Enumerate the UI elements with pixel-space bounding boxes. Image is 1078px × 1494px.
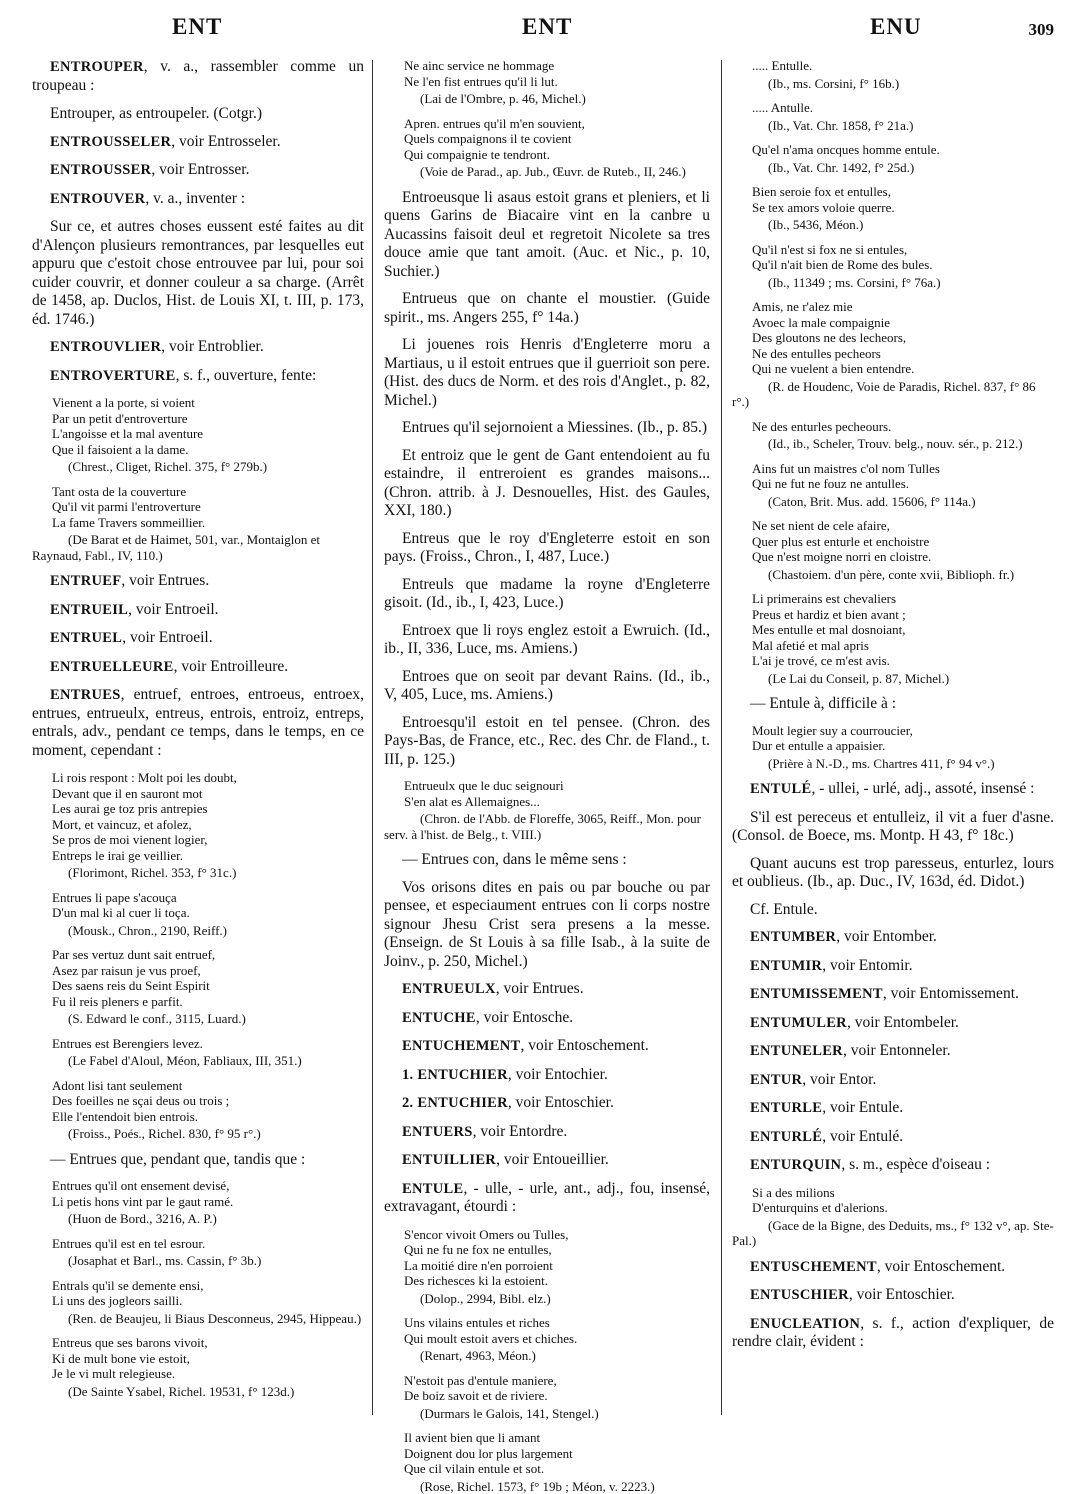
column-1 bbox=[32, 58, 364, 1433]
verse-line: Ne des enturles pecheours. bbox=[752, 419, 1054, 435]
entry-definition: , voir Entrosseler. bbox=[171, 133, 280, 150]
verse-line: Qu'el n'ama oncques homme entule. bbox=[752, 142, 1054, 158]
verse-line: Par un petit d'entroverture bbox=[52, 411, 364, 427]
entry-definition: , voir Entordre. bbox=[473, 1123, 568, 1140]
verse-line: D'un mal ki al cuer li toça. bbox=[52, 905, 364, 921]
prose-citation: Entroex que li roys englez estoit a Ewruich. (Id., ib., II, 336, Luce, ms. Amiens.) bbox=[384, 622, 710, 659]
verse-quotation bbox=[404, 1430, 710, 1477]
source-reference: (Dolop., 2994, Bibl. elz.) bbox=[384, 1291, 710, 1307]
prose-citation: Entreuls que madame la royne d'Engleterre gisoit. (Id., ib., I, 423, Luce.) bbox=[384, 576, 710, 613]
entry-definition: , voir Entombeler. bbox=[847, 1014, 959, 1031]
source-reference: (Ib., ms. Corsini, f° 16b.) bbox=[732, 76, 1054, 92]
entry-headword: ENTURLÉ bbox=[750, 1129, 822, 1145]
entry-headword: ENTRUES bbox=[50, 687, 121, 703]
verse-line: Que il faisoient a la dame. bbox=[52, 442, 364, 458]
verse-quotation bbox=[52, 1278, 364, 1309]
entry-definition: , voir Entoschement. bbox=[521, 1037, 649, 1054]
dictionary-entry bbox=[732, 957, 1054, 976]
prose-citation: — Entrues con, dans le même sens : bbox=[384, 851, 710, 870]
dictionary-entry bbox=[732, 985, 1054, 1004]
entry-definition: , voir Entroeil. bbox=[122, 629, 212, 646]
entry-definition: , v. a., inventer : bbox=[145, 190, 245, 207]
source-reference: (De Sainte Ysabel, Richel. 19531, f° 123d.) bbox=[32, 1384, 364, 1400]
entry-headword: ENTUSCHEMENT bbox=[750, 1259, 877, 1275]
verse-line: Dur et entulle a appaisier. bbox=[752, 738, 1054, 754]
entry-headword: ENTROUSSER bbox=[50, 162, 151, 178]
verse-quotation bbox=[752, 299, 1054, 377]
verse-line: Adont lisi tant seulement bbox=[52, 1078, 364, 1094]
entry-headword: ENTROUVLIER bbox=[50, 339, 161, 355]
source-reference: (Renart, 4963, Méon.) bbox=[384, 1348, 710, 1364]
verse-line: Ne des entulles pecheors bbox=[752, 346, 1054, 362]
entry-definition: , voir Entule. bbox=[822, 1099, 903, 1116]
verse-quotation bbox=[52, 1178, 364, 1209]
verse-line: Qu'il vit parmi l'entroverture bbox=[52, 499, 364, 515]
prose-citation: Entrueus que on chante el moustier. (Guide spirit., ms. Angers 255, f° 14a.) bbox=[384, 290, 710, 327]
verse-line: Amis, ne r'alez mie bbox=[752, 299, 1054, 315]
verse-line: Qui compaignie te tendront. bbox=[404, 147, 710, 163]
entry-headword: ENTUMISSEMENT bbox=[750, 986, 883, 1002]
prose-citation: — Entule à, difficile à : bbox=[732, 695, 1054, 714]
verse-line: Quer plus est enturle et enchoistre bbox=[752, 534, 1054, 550]
verse-line: Quels compaignons il te covient bbox=[404, 131, 710, 147]
verse-line: La fame Travers sommeillier. bbox=[52, 515, 364, 531]
entry-definition: , voir Entonneler. bbox=[843, 1042, 951, 1059]
entry-headword: ENTUCHE bbox=[402, 1010, 476, 1026]
dictionary-entry bbox=[32, 367, 364, 386]
verse-line: D'enturquins et d'alerions. bbox=[752, 1200, 1054, 1216]
dictionary-entry bbox=[384, 1037, 710, 1056]
dictionary-entry bbox=[732, 780, 1054, 799]
verse-line: Entrues qu'il est en tel esrour. bbox=[52, 1236, 364, 1252]
source-reference: (S. Edward le conf., 3115, Luard.) bbox=[32, 1011, 364, 1027]
verse-line: N'estoit pas d'entule maniere, bbox=[404, 1373, 710, 1389]
verse-quotation bbox=[404, 1373, 710, 1404]
source-reference: (Rose, Richel. 1573, f° 19b ; Méon, v. 2223.) bbox=[384, 1479, 710, 1494]
prose-citation: Entrues qu'il sejornoient a Miessines. (Ib., p. 85.) bbox=[384, 419, 710, 438]
source-reference: (Huon de Bord., 3216, A. P.) bbox=[32, 1211, 364, 1227]
entry-definition: , voir Entor. bbox=[802, 1071, 876, 1088]
verse-line: De boiz savoit et de riviere. bbox=[404, 1388, 710, 1404]
verse-line: Entreus que ses barons vivoit, bbox=[52, 1335, 364, 1351]
dictionary-entry bbox=[32, 686, 364, 760]
entry-headword: ENTULÉ bbox=[750, 781, 811, 797]
verse-quotation bbox=[404, 1315, 710, 1346]
entry-definition: , voir Entomir. bbox=[822, 957, 912, 974]
entry-definition: , voir Entosche. bbox=[476, 1009, 573, 1026]
source-reference: (Mousk., Chron., 2190, Reiff.) bbox=[32, 923, 364, 939]
column-divider bbox=[372, 60, 373, 1415]
verse-line: Elle l'entendoit bien entrois. bbox=[52, 1109, 364, 1125]
dictionary-entry bbox=[384, 1009, 710, 1028]
verse-line: Bien seroie fox et entulles, bbox=[752, 184, 1054, 200]
verse-line: Des foeilles ne sçai deus ou trois ; bbox=[52, 1093, 364, 1109]
entry-headword: ENTRUEF bbox=[50, 573, 121, 589]
source-reference: (Josaphat et Barl., ms. Cassin, f° 3b.) bbox=[32, 1253, 364, 1269]
entry-headword: ENTROVERTURE bbox=[50, 368, 176, 384]
entry-headword: ENTUMIR bbox=[750, 958, 822, 974]
verse-line: Qui ne vuelent a bien entendre. bbox=[752, 361, 1054, 377]
dictionary-entry bbox=[384, 980, 710, 999]
verse-line: Des gloutons ne des lecheors, bbox=[752, 330, 1054, 346]
prose-citation: Entreus que le roy d'Engleterre estoit en son pays. (Froiss., Chron., I, 487, Luce.) bbox=[384, 530, 710, 567]
entry-definition: , voir Entrosser. bbox=[151, 161, 249, 178]
prose-citation: Entroes que on seoit par devant Rains. (Id., ib., V, 405, Luce, ms. Amiens.) bbox=[384, 668, 710, 705]
entry-definition: , s. f., ouverture, fente: bbox=[176, 367, 317, 384]
source-reference: (Id., ib., Scheler, Trouv. belg., nouv. sér., p. 212.) bbox=[732, 436, 1054, 452]
verse-line: Ains fut un maistres c'ol nom Tulles bbox=[752, 461, 1054, 477]
source-reference: (Lai de l'Ombre, p. 46, Michel.) bbox=[384, 91, 710, 107]
page-number: 309 bbox=[1029, 20, 1055, 40]
verse-line: Ne l'en fist entrues qu'il li lut. bbox=[404, 74, 710, 90]
verse-quotation bbox=[52, 1236, 364, 1252]
entry-headword: ENTUMBER bbox=[750, 929, 836, 945]
dictionary-entry bbox=[32, 601, 364, 620]
entry-headword: 2. ENTUCHIER bbox=[402, 1095, 508, 1111]
verse-line: Qui moult estoit avers et chiches. bbox=[404, 1331, 710, 1347]
verse-quotation bbox=[52, 947, 364, 1009]
verse-line: Entrues qu'il ont ensement devisé, bbox=[52, 1178, 364, 1194]
verse-quotation bbox=[752, 1185, 1054, 1216]
source-reference: (Chastoiem. d'un père, conte xvii, Biblioph. fr.) bbox=[732, 567, 1054, 583]
entry-headword: ENTUILLIER bbox=[402, 1152, 496, 1168]
entry-headword: ENTRUEIL bbox=[50, 602, 128, 618]
entry-headword: ENTUERS bbox=[402, 1124, 473, 1140]
source-reference: (Le Fabel d'Aloul, Méon, Fabliaux, III, 351.) bbox=[32, 1053, 364, 1069]
verse-line: Li rois respont : Molt poi les doubt, bbox=[52, 770, 364, 786]
entry-headword: ENTURQUIN bbox=[750, 1157, 841, 1173]
verse-quotation bbox=[752, 419, 1054, 435]
dictionary-entry bbox=[732, 1315, 1054, 1352]
verse-quotation bbox=[752, 184, 1054, 215]
entry-definition: , voir Entrues. bbox=[121, 572, 209, 589]
column-divider bbox=[721, 60, 722, 1415]
entry-definition: , voir Entulé. bbox=[822, 1128, 903, 1145]
verse-line: L'ai je trové, ce m'est avis. bbox=[752, 653, 1054, 669]
verse-line: Que cil vilain entule et sot. bbox=[404, 1461, 710, 1477]
prose-citation: Vos orisons dites en pais ou par bouche ou par pensee, et especiaument entrues con li corps nostre signour Jhesu Crist sera presens a la messe. (Enseign. de St Louis à sa fille Isab., à la suite de Joinv., p. 250, Michel.) bbox=[384, 879, 710, 972]
column-3 bbox=[732, 58, 1054, 1433]
entry-definition: , voir Entroblier. bbox=[161, 338, 263, 355]
source-reference: (Voie de Parad., ap. Jub., Œuvr. de Ruteb., II, 246.) bbox=[384, 164, 710, 180]
verse-line: Qu'il n'est si fox ne si entules, bbox=[752, 242, 1054, 258]
verse-quotation bbox=[404, 1227, 710, 1289]
entry-headword: ENTUR bbox=[750, 1072, 802, 1088]
entry-definition: , voir Entroeil. bbox=[128, 601, 218, 618]
entry-definition: , - ulle, - urle, ant., adj., fou, insensé, extravagant, étourdi : bbox=[384, 1180, 710, 1216]
dictionary-entry bbox=[32, 658, 364, 677]
entry-definition: , s. f., action d'expliquer, de rendre clair, évident : bbox=[732, 1315, 1054, 1351]
prose-citation: Sur ce, et autres choses eussent esté faites au dit d'Alençon plusieurs remontrances, par lesquelles eut appuru que c'estoit chose entrouvee par lui, pour soi cuider couvrir, et donner couleur a sa charge. (Arrêt de 1458, ap. Duclos, Hist. de Louis XI, t. III, p. 173, éd. 1746.) bbox=[32, 218, 364, 329]
entry-definition: , voir Entoschement. bbox=[877, 1258, 1005, 1275]
entry-headword: ENTROUSSELER bbox=[50, 134, 171, 150]
dictionary-entry bbox=[32, 629, 364, 648]
verse-line: Mal afetié et mal apris bbox=[752, 638, 1054, 654]
prose-citation: Entrouper, as entroupeler. (Cotgr.) bbox=[32, 105, 364, 124]
dictionary-entry bbox=[384, 1151, 710, 1170]
verse-quotation bbox=[752, 723, 1054, 754]
entry-headword: ENTROUVER bbox=[50, 191, 145, 207]
verse-line: Entrues est Berengiers levez. bbox=[52, 1036, 364, 1052]
verse-line: Les aurai ge toz pris antrepies bbox=[52, 801, 364, 817]
dictionary-entry bbox=[732, 1071, 1054, 1090]
prose-citation: Entroesqu'il estoit en tel pensee. (Chron. des Pays-Bas, de France, etc., Rec. des Chr. de Fland., t. III, p. 125.) bbox=[384, 714, 710, 770]
verse-line: ..... Entulle. bbox=[752, 58, 1054, 74]
verse-quotation bbox=[404, 116, 710, 163]
entry-headword: ENTRUEL bbox=[50, 630, 122, 646]
column-2 bbox=[384, 58, 710, 1433]
source-reference: (Gace de la Bigne, des Deduits, ms., f° 132 v°, ap. Ste-Pal.) bbox=[732, 1218, 1054, 1249]
entry-headword: 1. ENTUCHIER bbox=[402, 1067, 508, 1083]
verse-quotation bbox=[52, 1078, 364, 1125]
verse-line: Mort, et vaincuz, et afolez, bbox=[52, 817, 364, 833]
verse-line: Devant que il en sauront mot bbox=[52, 786, 364, 802]
verse-line: Si a des milions bbox=[752, 1185, 1054, 1201]
entry-definition: , voir Entoschier. bbox=[849, 1286, 955, 1303]
dictionary-entry bbox=[32, 190, 364, 209]
verse-line: Li primerains est chevaliers bbox=[752, 591, 1054, 607]
entry-headword: ENUCLEATION bbox=[750, 1316, 860, 1332]
verse-line: Ki de mult bone vie estoit, bbox=[52, 1351, 364, 1367]
entry-definition: , s. m., espèce d'oiseau : bbox=[841, 1156, 990, 1173]
verse-quotation bbox=[52, 770, 364, 863]
verse-line: Apren. entrues qu'il m'en souvient, bbox=[404, 116, 710, 132]
dictionary-entry bbox=[32, 58, 364, 95]
entry-headword: ENTULE bbox=[402, 1181, 463, 1197]
entry-definition: , - ullei, - urlé, adj., assoté, insensé : bbox=[811, 780, 1034, 797]
verse-quotation bbox=[752, 242, 1054, 273]
source-reference: (Le Lai du Conseil, p. 87, Michel.) bbox=[732, 671, 1054, 687]
verse-line: Se tex amors voloie querre. bbox=[752, 200, 1054, 216]
verse-line: Moult legier suy a courroucier, bbox=[752, 723, 1054, 739]
dictionary-entry bbox=[32, 572, 364, 591]
verse-line: ..... Antulle. bbox=[752, 100, 1054, 116]
verse-line: S'en alat es Allemaignes... bbox=[404, 794, 710, 810]
entry-headword: ENTUNELER bbox=[750, 1043, 843, 1059]
verse-line: Ne set nient de cele afaire, bbox=[752, 518, 1054, 534]
verse-line: Qui ne fut ne fouz ne antulles. bbox=[752, 476, 1054, 492]
prose-citation: Li jouenes rois Henris d'Engleterre moru a Martiaus, u il estoit entrues que il guerrioit son pere. (Hist. des ducs de Norm. et des rois d'Anglet., p. 82, Michel.) bbox=[384, 336, 710, 410]
dictionary-entry bbox=[732, 928, 1054, 947]
verse-line: L'angoisse et la mal aventure bbox=[52, 426, 364, 442]
entry-definition: , voir Entoschier. bbox=[508, 1094, 614, 1111]
entry-definition: , voir Entroilleure. bbox=[174, 658, 289, 675]
verse-line: Des richesces ki la estoient. bbox=[404, 1273, 710, 1289]
entry-definition: , voir Entrues. bbox=[496, 980, 584, 997]
verse-line: Entrues li pape s'acouça bbox=[52, 890, 364, 906]
running-head-right: ENU bbox=[870, 14, 922, 40]
verse-line: Uns vilains entules et riches bbox=[404, 1315, 710, 1331]
verse-line: Preus et hardiz et bien avant ; bbox=[752, 607, 1054, 623]
source-reference: (Caton, Brit. Mus. add. 15606, f° 114a.) bbox=[732, 494, 1054, 510]
dictionary-entry bbox=[732, 1128, 1054, 1147]
entry-headword: ENTUMULER bbox=[750, 1015, 847, 1031]
entry-definition: , voir Entoueillier. bbox=[496, 1151, 609, 1168]
verse-line: Entrueulx que le duc seignouri bbox=[404, 778, 710, 794]
source-reference: (Ib., 11349 ; ms. Corsini, f° 76a.) bbox=[732, 275, 1054, 291]
prose-citation: — Entrues que, pendant que, tandis que : bbox=[32, 1151, 364, 1170]
verse-line: S'encor vivoit Omers ou Tulles, bbox=[404, 1227, 710, 1243]
dictionary-entry bbox=[32, 161, 364, 180]
source-reference: (Ib., 5436, Méon.) bbox=[732, 217, 1054, 233]
verse-line: Avoec la male compaignie bbox=[752, 315, 1054, 331]
verse-quotation bbox=[404, 778, 710, 809]
dictionary-entry bbox=[732, 1014, 1054, 1033]
verse-line: Ne ainc service ne hommage bbox=[404, 58, 710, 74]
verse-line: Des saens reis du Seint Espirit bbox=[52, 978, 364, 994]
verse-line: Doignent dou lor plus largement bbox=[404, 1446, 710, 1462]
verse-quotation bbox=[752, 518, 1054, 565]
source-reference: (Durmars le Galois, 141, Stengel.) bbox=[384, 1406, 710, 1422]
verse-quotation bbox=[52, 890, 364, 921]
entry-headword: ENTUSCHIER bbox=[750, 1287, 849, 1303]
verse-line: Mes entulle et mal dosnoiant, bbox=[752, 622, 1054, 638]
entry-definition: , voir Entochier. bbox=[508, 1066, 608, 1083]
dictionary-entry bbox=[384, 1180, 710, 1217]
verse-line: Qu'il n'ait bien de Rome des bules. bbox=[752, 257, 1054, 273]
prose-citation: Et entroiz que le gent de Gant entendoient au fu estaindre, il entreroient es grandes maisons... (Chron. attrib. à J. Desnouelles, Hist. des Gaules, XXI, 180.) bbox=[384, 447, 710, 521]
verse-line: Qui ne fu ne fox ne entulles, bbox=[404, 1242, 710, 1258]
verse-line: Par ses vertuz dunt sait entruef, bbox=[52, 947, 364, 963]
verse-quotation bbox=[752, 58, 1054, 74]
verse-quotation bbox=[52, 1335, 364, 1382]
verse-line: Tant osta de la couverture bbox=[52, 484, 364, 500]
dictionary-entry bbox=[732, 1258, 1054, 1277]
verse-line: Que n'est moigne norri en cloistre. bbox=[752, 549, 1054, 565]
source-reference: (Froiss., Poés., Richel. 830, f° 95 r°.) bbox=[32, 1126, 364, 1142]
prose-citation: Entroeusque li asaus estoit grans et pleniers, et li quens Garins de Biacaire vint en la canbre u Aucassins faisoit deul et regretoit Nicolete sa tres douce amie que tant amoit. (Auc. et Nic., p. 10, Suchier.) bbox=[384, 189, 710, 282]
verse-line: Vienent a la porte, si voient bbox=[52, 395, 364, 411]
entry-headword: ENTRUEULX bbox=[402, 981, 496, 997]
verse-line: La moitié dire n'en porroient bbox=[404, 1258, 710, 1274]
dictionary-entry bbox=[732, 1286, 1054, 1305]
prose-citation: Cf. Entule. bbox=[732, 901, 1054, 920]
verse-quotation bbox=[752, 100, 1054, 116]
verse-quotation bbox=[404, 58, 710, 89]
verse-line: Entreps le irai ge veillier. bbox=[52, 848, 364, 864]
dictionary-entry bbox=[732, 1042, 1054, 1061]
entry-headword: ENTURLE bbox=[750, 1100, 822, 1116]
dictionary-entry bbox=[384, 1094, 710, 1113]
prose-citation: Quant aucuns est trop paresseus, enturlez, lours et oublieus. (Ib., ap. Duc., IV, 163d, éd. Didot.) bbox=[732, 855, 1054, 892]
verse-quotation bbox=[752, 461, 1054, 492]
running-head-left: ENT bbox=[172, 14, 222, 40]
entry-headword: ENTRUELLEURE bbox=[50, 659, 174, 675]
verse-line: Il avient bien que li amant bbox=[404, 1430, 710, 1446]
verse-line: Entrals qu'il se demente ensi, bbox=[52, 1278, 364, 1294]
prose-citation: S'il est pereceus et entulleiz, il vit a fuer d'asne. (Consol. de Boece, ms. Montp. H 43, f° 18c.) bbox=[732, 809, 1054, 846]
verse-line: Li petis hons vint par le gaut ramé. bbox=[52, 1194, 364, 1210]
entry-definition: , voir Entomber. bbox=[836, 928, 937, 945]
verse-quotation bbox=[752, 142, 1054, 158]
verse-line: Je le vi mult relegieuse. bbox=[52, 1366, 364, 1382]
source-reference: (Prière à N.-D., ms. Chartres 411, f° 94 v°.) bbox=[732, 756, 1054, 772]
verse-line: Asez par raisun je vus proef, bbox=[52, 963, 364, 979]
source-reference: (Ib., Vat. Chr. 1858, f° 21a.) bbox=[732, 118, 1054, 134]
source-reference: (Chron. de l'Abb. de Floreffe, 3065, Reiff., Mon. pour serv. à l'hist. de Belg., t. VIII.) bbox=[384, 811, 710, 842]
verse-line: Se pros de moi vienent logier, bbox=[52, 832, 364, 848]
dictionary-entry bbox=[384, 1123, 710, 1142]
source-reference: (Chrest., Cliget, Richel. 375, f° 279b.) bbox=[32, 459, 364, 475]
verse-quotation bbox=[52, 395, 364, 457]
dictionary-entry bbox=[32, 338, 364, 357]
dictionary-entry bbox=[32, 133, 364, 152]
entry-definition: , v. a., rassembler comme un troupeau : bbox=[32, 58, 364, 94]
source-reference: (Ren. de Beaujeu, li Biaus Desconneus, 2945, Hippeau.) bbox=[32, 1311, 364, 1327]
dictionary-entry bbox=[732, 1099, 1054, 1118]
verse-line: Fu il reis pleners e parfit. bbox=[52, 994, 364, 1010]
entry-headword: ENTROUPER bbox=[50, 59, 144, 75]
verse-quotation bbox=[52, 1036, 364, 1052]
source-reference: (R. de Houdenc, Voie de Paradis, Richel. 837, f° 86 r°.) bbox=[732, 379, 1054, 410]
entry-definition: , entruef, entroes, entroeus, entroex, entrues, entrueulx, entreus, entrois, entroiz, entreps, entrals, adv., pendant ce temps, dans le temps, en ce moment, cependant : bbox=[32, 686, 364, 759]
source-reference: (De Barat et de Haimet, 501, var., Montaiglon et Raynaud, Fabl., IV, 110.) bbox=[32, 532, 364, 563]
running-head-center: ENT bbox=[522, 14, 572, 40]
source-reference: (Florimont, Richel. 353, f° 31c.) bbox=[32, 865, 364, 881]
verse-quotation bbox=[752, 591, 1054, 669]
dictionary-entry bbox=[732, 1156, 1054, 1175]
entry-definition: , voir Entomissement. bbox=[883, 985, 1019, 1002]
entry-headword: ENTUCHEMENT bbox=[402, 1038, 521, 1054]
source-reference: (Ib., Vat. Chr. 1492, f° 25d.) bbox=[732, 160, 1054, 176]
verse-quotation bbox=[52, 484, 364, 531]
dictionary-entry bbox=[384, 1066, 710, 1085]
verse-line: Li uns des jogleors sailli. bbox=[52, 1293, 364, 1309]
